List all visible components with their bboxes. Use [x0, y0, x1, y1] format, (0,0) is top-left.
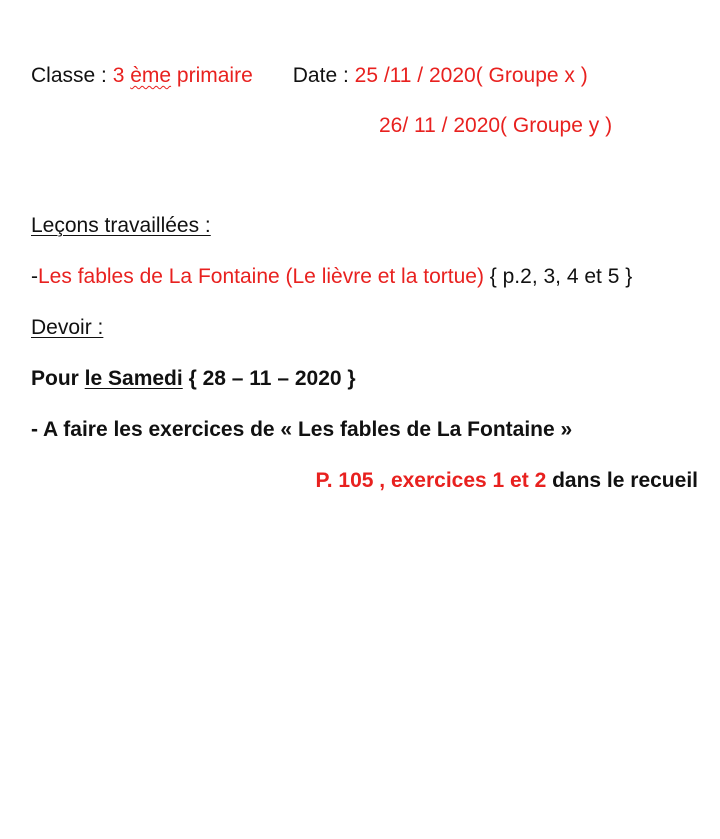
class-date-line	[31, 63, 588, 89]
due-date: { 28 – 11 – 2020 }	[182, 367, 356, 390]
date-label: Date :	[292, 64, 355, 87]
date-group-y: 26/ 11 / 2020( Groupe y )	[379, 114, 613, 137]
class-value	[113, 64, 253, 87]
lesson-title: Les fables de La Fontaine (Le lièvre et la tortue)	[38, 265, 484, 288]
due-day: le Samedi	[84, 367, 183, 390]
homework-task: - A faire les exercices de « Les fables de La Fontaine »	[31, 418, 573, 441]
homework-reference-suffix: dans le recueil	[546, 469, 698, 492]
class-value-spellcheck: ème	[130, 64, 172, 87]
homework-reference-line	[315, 468, 698, 494]
class-value-text: 3	[112, 64, 131, 87]
class-label: Classe :	[31, 64, 113, 87]
lesson-pages: { p.2, 3, 4 et 5 }	[483, 265, 633, 288]
lesson-item	[31, 264, 632, 290]
homework-heading: Devoir :	[31, 316, 104, 339]
lessons-heading: Leçons travaillées :	[31, 214, 211, 237]
due-prefix: Pour	[31, 367, 85, 390]
homework-reference: P. 105 , exercices 1 et 2	[315, 469, 547, 492]
date-group-x: 25 /11 / 2020( Groupe x )	[354, 64, 588, 87]
class-value-rest: primaire	[171, 64, 253, 87]
due-date-line	[31, 366, 356, 392]
lesson-dash: -	[31, 265, 38, 288]
